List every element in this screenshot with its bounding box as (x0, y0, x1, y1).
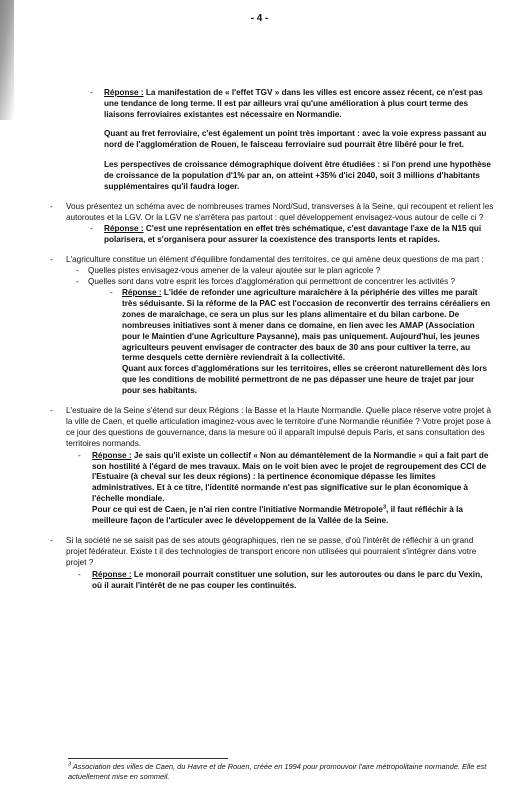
answer-paragraph (92, 451, 494, 506)
answer-label: Réponse : (92, 569, 132, 579)
bullet-dash: - (76, 277, 79, 287)
footnote (68, 762, 498, 781)
answer-text: , il faut réfléchir à la meilleure façon de l'articuler avec le développement de la Vallée de la Seine. (92, 505, 463, 526)
sub-question (76, 266, 494, 277)
sub-question-text: Quelles sont dans votre esprit les forces d'agglomération qui permettront de concentrer les activités ? (88, 277, 456, 287)
question-text: Vous présentez un schéma avec de nombreuses trames Nord/Sud, transverses à la Seine, qui recoupent et relient les autoroutes et la LGV. Or la LGV ne s'arrêtera pas partout : quel développement envisagez-vous autour de celle ci ? (66, 201, 494, 222)
answer-paragraph (104, 88, 494, 121)
footnote-divider (68, 758, 228, 759)
answer-text: La manifestation de « l'effet TGV » dans les villes est encore assez récent, ce n'est pas une tendance de long terme. Il est par ailleurs vrai qu'une amélioration à plus court terme des liaisons ferroviaires existantes est nécessaire en Normandie. (104, 88, 483, 119)
question-text: Si la société ne se saisit pas de ses atouts géographiques, rien ne se passe, d'où l'intérêt de réfléchir à un grand projet fédérateur. Existe t il des technologies de transport encore non utilisées qui pourraient s'intégrer dans votre projet ? (66, 536, 477, 567)
question-block-5 (50, 536, 494, 592)
answer-block (78, 450, 494, 527)
answer-block (110, 287, 494, 397)
bullet-dash: - (90, 88, 93, 98)
question-block-2 (50, 201, 494, 247)
answer-paragraph (92, 570, 494, 592)
answer-label: Réponse : (122, 287, 162, 297)
answer-block (90, 224, 494, 246)
answer-block (78, 569, 494, 592)
question-block-3 (50, 255, 494, 397)
answer-paragraph (104, 224, 494, 246)
footnote-marker: 3 (68, 761, 72, 768)
answer-text: L'idée de refonder une agriculture maraîchère à la périphérie des villes me paraît très séduisante. Si la réforme de la PAC est l'occasion de reconvertir des terrains céréaliers en zones de maraîchage, ce sera un plus sur les plans alimentaire et du bilan carbone. De nombreuses initiatives sont à mener dans ce domaine, en lien avec les AMAP (Association pour le Maintien d'une Agriculture Paysanne), mais pas uniquement. Aujourd'hui, les jeunes agriculteurs peuvent envisager de contracter des baux de 30 ans pour cultiver la terre, au terme desquels cette dernière reviendrait à la collectivité. (122, 287, 491, 363)
footnote-ref: 3 (382, 504, 387, 511)
footnote-text: Association des villes de Caen, du Havre et de Rouen, créée en 1994 pour promouvoir l'aire métropolitaine normande. Elle est actuellement mise en sommeil. (68, 762, 487, 781)
bullet-dash: - (50, 201, 53, 211)
sub-question-text: Quelles pistes envisagez-vous amener de la valeur ajoutée sur le plan agricole ? (88, 266, 381, 276)
answer-paragraph: Quant aux forces d'agglomérations sur les territoires, elles se créeront naturellement dès lors que les conditions de mobilité permettront de ne pas dépasser une heure de trajet par jour pour ses habitants. (122, 364, 488, 396)
bullet-dash: - (110, 287, 113, 297)
answer-text: Pour ce qui est de Caen, je n'ai rien contre l'initiative Normandie Métropole (92, 505, 383, 515)
bullet-dash: - (50, 255, 53, 265)
answer-label: Réponse : (104, 88, 144, 98)
question-text: L'agriculture constitue un élément d'équilibre fondamental des territoires, ce qui amène deux questions de ma part : (66, 255, 484, 265)
bullet-dash: - (90, 224, 93, 234)
bullet-dash: - (78, 569, 81, 579)
bullet-dash: - (78, 450, 81, 460)
page-number: - 4 - (250, 13, 269, 24)
answer-paragraph (92, 505, 494, 527)
answer-label: Réponse : (92, 450, 132, 460)
answer-block-1 (90, 88, 494, 192)
answer-label: Réponse : (104, 224, 144, 234)
answer-text: Le monorail pourrait constituer une solution, sur les autoroutes ou dans le parc du Vexin, où il aurait l'intérêt de ne pas couper les continuités. (92, 569, 483, 590)
question-block-4 (50, 406, 494, 527)
answer-paragraph (122, 288, 494, 364)
answer-text: C'est une représentation en effet très schématique, c'est davantage l'axe de la N15 qui polarisera, et s'organisera pour assurer la coexistence des transports lents et rapides. (104, 224, 482, 245)
bullet-dash: - (50, 536, 53, 545)
answer-paragraph: Quant au fret ferroviaire, c'est également un point très important : avec la voie express passant au nord de l'agglomération de Rouen, le faisceau ferroviaire sud pourrait être libéré pour le fret. (104, 129, 487, 149)
question-text: L'estuaire de la Seine s'étend sur deux Régions : la Basse et la Haute Normandie. Quelle place réserve votre projet à la ville de Caen, et quelle articulation imaginez-vous avec le territoire d'une Normandie réunifiée ? Votre projet pose à ce jour des questions de gouvernance, dans la mesure où il apparaît impulsé depuis Paris, et sans consultation des territoires normands. (66, 406, 492, 448)
answer-text: Je sais qu'il existe un collectif « Non au démantèlement de la Normandie » qui a fait part de son hostilité à l'égard de mes travaux. Mais on le voit bien avec le projet de regroupement des CCI de l'Estuaire (à cheval sur les deux régions) : la pertinence économique dépasse les limites administratives. Et à ce titre, l'identité normande n'est pas significative sur le plan économique à l'échelle mondiale. (92, 450, 489, 504)
bullet-dash: - (76, 266, 79, 276)
answer-paragraph: Les perspectives de croissance démographique doivent être étudiées : si l'on prend une hypothèse de croissance de la population d'1% par an, on atteint +35% d'ici 2040, soit 3 millions d'habitants supplémentaires qu'il faudra loger. (104, 159, 491, 191)
sub-question (76, 277, 494, 397)
bullet-dash: - (50, 406, 53, 416)
page-content (50, 80, 494, 601)
